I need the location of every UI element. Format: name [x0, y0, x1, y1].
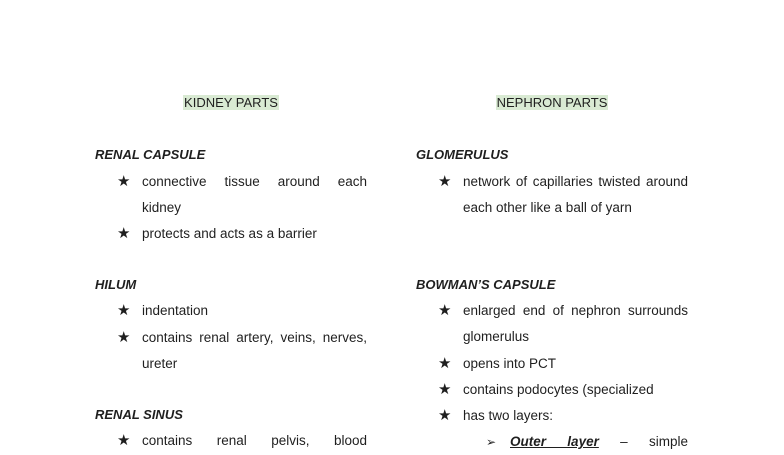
star-bullet-icon: ★ — [117, 225, 131, 242]
list-item — [95, 298, 367, 324]
bullet-text: contains renal pelvis, blood — [142, 433, 367, 448]
bullet-text: connective tissue around each kidney — [142, 174, 367, 215]
list-item — [95, 169, 367, 221]
star-bullet-icon: ★ — [438, 407, 452, 424]
list-item — [95, 428, 367, 454]
sub-bullet-label: Outer layer — [510, 434, 599, 449]
bullet-text: enlarged end of nephron surrounds glomerulus — [463, 303, 688, 344]
bullet-text: contains podocytes (specialized — [463, 382, 654, 397]
bullet-text: protects and acts as a barrier — [142, 226, 317, 241]
star-bullet-icon: ★ — [117, 173, 131, 190]
list-item — [416, 351, 688, 377]
renal-sinus-title: RENAL SINUS — [95, 407, 183, 422]
star-bullet-icon: ★ — [438, 173, 452, 190]
nephron-parts-header-label: NEPHRON PARTS — [496, 95, 608, 110]
list-item — [416, 377, 688, 403]
star-bullet-icon: ★ — [438, 302, 452, 319]
list-item — [416, 169, 688, 221]
bowmans-capsule-title: BOWMAN’S CAPSULE — [416, 277, 556, 292]
hilum-title: HILUM — [95, 277, 137, 292]
list-item — [95, 221, 367, 247]
bullet-text: indentation — [142, 303, 209, 318]
star-bullet-icon: ★ — [438, 355, 452, 372]
renal-capsule-title: RENAL CAPSULE — [95, 147, 206, 162]
list-item — [416, 403, 688, 429]
sub-bullet-rest: – simple — [620, 434, 688, 449]
glomerulus-title: GLOMERULUS — [416, 147, 509, 162]
bullet-text: network of capillaries twisted around each other like a ball of yarn — [463, 174, 688, 215]
nephron-parts-header — [416, 94, 688, 111]
kidney-parts-header — [95, 94, 367, 111]
star-bullet-icon: ★ — [438, 381, 452, 398]
sub-list-item — [416, 429, 688, 455]
bullet-text: has two layers: — [463, 408, 554, 423]
kidney-parts-header-label: KIDNEY PARTS — [184, 95, 278, 110]
star-bullet-icon: ★ — [117, 329, 131, 346]
list-item — [95, 325, 367, 377]
star-bullet-icon: ★ — [117, 432, 131, 449]
sub-bullet-text — [510, 429, 688, 455]
list-item — [416, 298, 688, 350]
bullet-text: contains renal artery, veins, nerves, ureter — [142, 330, 367, 371]
star-bullet-icon: ★ — [117, 302, 131, 319]
arrow-bullet-icon: ➢ — [486, 435, 497, 449]
bullet-text: opens into PCT — [463, 356, 557, 371]
